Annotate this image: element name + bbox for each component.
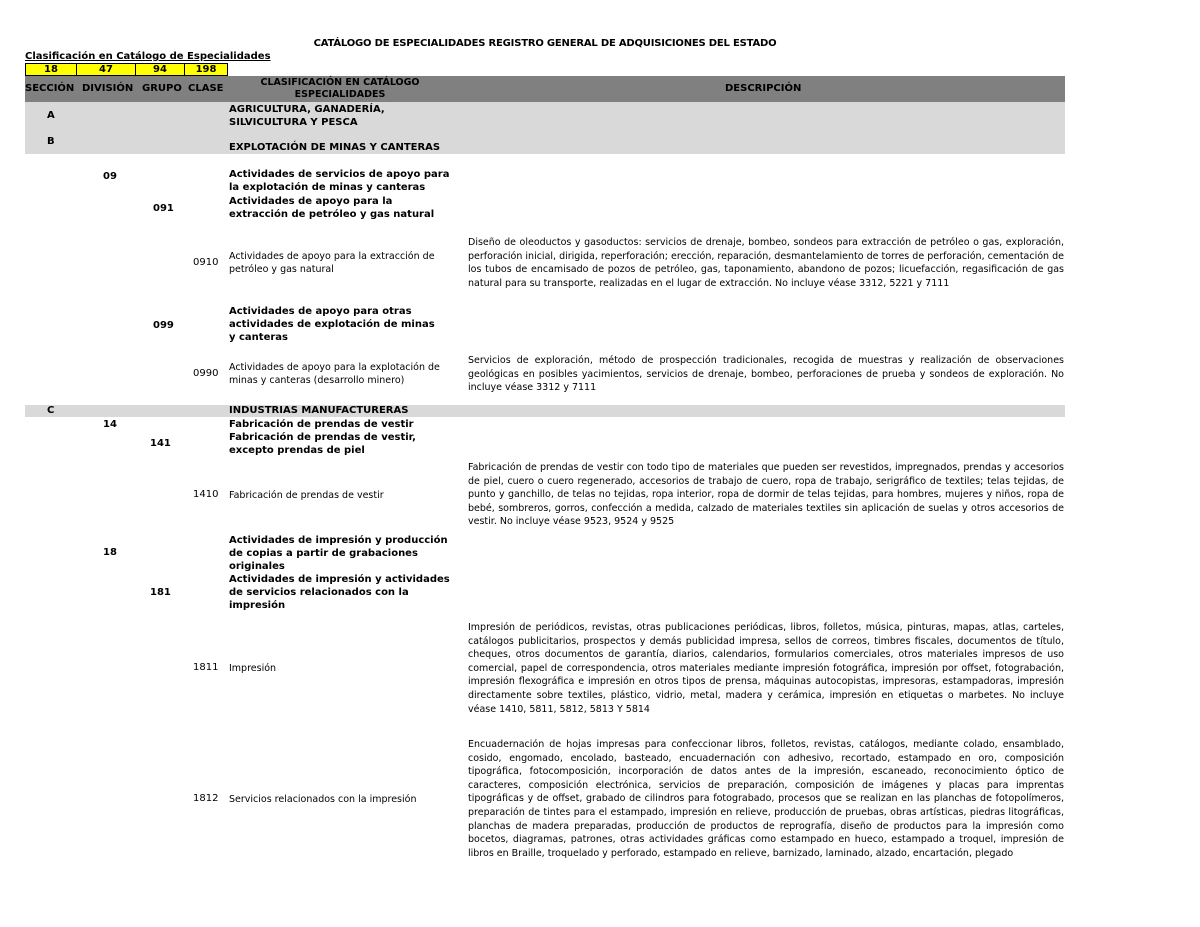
class-desc-0910: Diseño de oleoductos y gasoductos: servicios de drenaje, bombeo, sondeos para extracción de petróleo o gas, exploración, perforación inicial, dirigida, reperforación; erección, reparación, desmantelamiento de torres de perforación, cementación de los tubos de encamisado de pozos de petróleo, gas, taponamiento, abandono de pozos; licuefacción, regasificación de gas natural para su transporte, realizadas en el lugar de extracción. No incluye véase 3312, 5221 y 7111: [468, 237, 1064, 289]
group-label-181: Actividades de impresión y actividades de servicios relacionados con la impresión: [229, 574, 450, 611]
header-clasificacion: CLASIFICACIÓN EN CATÁLOGO ESPECIALIDADES: [260, 77, 420, 100]
count-grupo: 94: [135, 63, 184, 76]
class-desc-0990: Servicios de exploración, método de prospección tradicionales, recogida de muestras y realización de observaciones geológicas en posibles yacimientos, servicios de drenaje, bombeo, perforaciones de prueba y sondeos de exploración. No incluye véase 3312 y 7111: [468, 355, 1064, 394]
clasificacion-label: Clasificación en Catálogo de Especialidades: [25, 51, 271, 62]
table-header: [25, 76, 1065, 102]
division-label-14: Fabricación de prendas de vestir: [229, 419, 414, 430]
section-code-a: A: [47, 110, 55, 121]
class-code-0910: 0910: [193, 257, 219, 268]
class-label-0910: Actividades de apoyo para la extracción de petróleo y gas natural: [229, 251, 435, 275]
group-label-099: Actividades de apoyo para otras actividades de explotación de minas y canteras: [229, 306, 435, 343]
section-band-c: [25, 405, 1065, 417]
header-division: DIVISIÓN: [82, 83, 134, 94]
page-title: CATÁLOGO DE ESPECIALIDADES REGISTRO GENERAL DE ADQUISICIONES DEL ESTADO: [313, 38, 777, 49]
class-label-1812: Servicios relacionados con la impresión: [229, 794, 417, 805]
count-division: 47: [76, 63, 135, 76]
group-label-141: Fabricación de prendas de vestir, excepto prendas de piel: [229, 432, 416, 456]
group-code-141: 141: [150, 438, 171, 449]
division-code-14: 14: [103, 419, 117, 430]
class-label-1410: Fabricación de prendas de vestir: [229, 490, 384, 501]
class-label-0990: Actividades de apoyo para la explotación de minas y canteras (desarrollo minero): [229, 362, 440, 386]
class-desc-1811: Impresión de periódicos, revistas, otras publicaciones periódicas, libros, folletos, música, pinturas, mapas, atlas, carteles, catálogos publicitarios, prospectos y demás publicidad impresa, sellos de correos, timbres fiscales, documentos de título, cheques, otros documentos de garantía, diarios, calendarios, formularios comerciales, otros materiales impresos de uso comercial, papel de correspondencia, otros materiales mediante impresión fotográfica, impresión por offset, fotograbación, impresión flexográfica e impresión en otros tipos de prensa, máquinas autocopistas, impresoras, estampadoras, impresión directamente sobre textiles, plástico, vidrio, metal, madera y cerámica, impresión en etiquetas o marbetes. No incluye véase 1410, 5811, 5812, 5813 Y 5814: [468, 622, 1064, 715]
header-grupo: GRUPO: [142, 83, 182, 94]
class-code-1811: 1811: [193, 662, 219, 673]
group-code-091: 091: [153, 203, 174, 214]
section-band-ab: [25, 102, 1065, 154]
group-code-181: 181: [150, 587, 171, 598]
division-label-09: Actividades de servicios de apoyo para la explotación de minas y canteras: [229, 169, 450, 193]
section-code-c: C: [47, 405, 55, 416]
section-label-b: EXPLOTACIÓN DE MINAS Y CANTERAS: [229, 142, 441, 153]
group-code-099: 099: [153, 320, 174, 331]
class-desc-1812: Encuadernación de hojas impresas para confeccionar libros, folletos, revistas, catálogos, mediante colado, ensamblado, cosido, engomado, encolado, basteado, encuadernación con adhesivo, recortado, estampado en oro, composición tipográfica, fotocomposición, incorporación de datos antes de la impresión, escaneado, reconocimiento óptico de caracteres, composición electrónica, servicios de preparación, composición de imágenes y placas para imprentas tipográficas y de offset, grabado de cilindros para fotograbado, procesos que se realizan en las planchas de fotopolímeros, preparación de tintes para el estampado, impresión en relieve, producción de pruebas, obras artísticas, piedras litográficas, planchas de madera preparadas, producción de productos de reprografía, diseño de productos para la impresión como bocetos, diagramas, patrones, otras actividades gráficas como estampado en hueco, estampado a troquel, impresión de libros en Braille, troquelado y perforado, estampado en relieve, barnizado, laminado, alzado, encartación, plegado: [468, 739, 1064, 859]
class-label-1811: Impresión: [229, 663, 277, 674]
header-clase: CLASE: [188, 83, 224, 94]
division-label-18: Actividades de impresión y producción de copias a partir de grabaciones originales: [229, 535, 448, 572]
header-seccion: SECCIÓN: [25, 83, 75, 94]
class-code-1410: 1410: [193, 489, 219, 500]
section-code-b: B: [47, 136, 55, 147]
section-label-a: AGRICULTURA, GANADERÍA, SILVICULTURA Y PESCA: [229, 104, 385, 128]
class-code-1812: 1812: [193, 793, 219, 804]
class-code-0990: 0990: [193, 368, 219, 379]
count-clase: 198: [184, 63, 228, 76]
class-desc-1410: Fabricación de prendas de vestir con todo tipo de materiales que pueden ser revestidos, impregnados, prendas y accesorios de piel, cuero o cuero regenerado, accesorios de trabajo de cuero, ropa de trabajo, serigráfico de textiles; telas tejidas, de punto y ganchillo, de telas no tejidas, ropa interior, ropa de dormir de telas tejidas, para hombres, mujeres y niños, ropa de bebé, sombreros, gorros, confección a medida, calzado de materiales textiles sin aplicación de suelas y otros accesorios de vestir. No incluye véase 9523, 9524 y 9525: [468, 462, 1064, 528]
division-code-18: 18: [103, 547, 117, 558]
division-code-09: 09: [103, 171, 117, 182]
count-cells: [25, 63, 228, 75]
header-descripcion: DESCRIPCIÓN: [725, 83, 802, 94]
section-label-c: INDUSTRIAS MANUFACTURERAS: [229, 405, 409, 416]
group-label-091: Actividades de apoyo para la extracción de petróleo y gas natural: [229, 196, 435, 220]
count-seccion: 18: [25, 63, 76, 76]
